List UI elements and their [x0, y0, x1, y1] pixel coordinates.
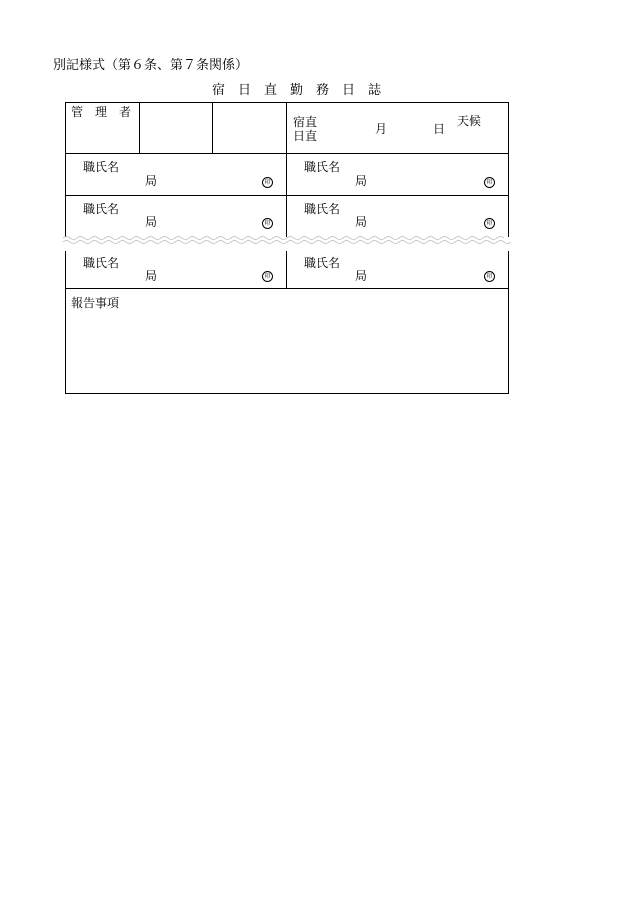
staff-1-left-seal-icon: 印 [262, 177, 273, 188]
manager-signature-box-1[interactable] [140, 103, 211, 152]
staff-2-right-name-label: 職氏名 [304, 202, 341, 216]
report-text-area[interactable] [66, 312, 508, 392]
staff-row-3-bottom [65, 288, 509, 289]
staff-3-right-seal-icon: 印 [484, 271, 495, 282]
report-label: 報告事項 [71, 296, 120, 310]
staff-3-left-bureau-label: 局 [145, 269, 158, 283]
staff-row-1-bottom [65, 195, 509, 196]
header-divider-3 [286, 102, 287, 237]
duty-type-night: 宿直 [293, 115, 318, 129]
staff-1-right-bureau-label: 局 [355, 174, 368, 188]
staff-1-left-name-label: 職氏名 [83, 160, 120, 174]
form-title: 宿日直勤務日誌 [212, 83, 395, 98]
staff-2-left-bureau-label: 局 [145, 215, 158, 229]
day-label: 日 [433, 122, 446, 136]
staff-2-right-seal-icon: 印 [484, 218, 495, 229]
staff-3-left-name-label: 職氏名 [83, 256, 120, 270]
staff-3-left-seal-icon: 印 [262, 271, 273, 282]
manager-label: 管 理 者 [71, 105, 132, 119]
header-row-bottom [65, 153, 509, 154]
month-label: 月 [375, 122, 388, 136]
lower-staff-divider [286, 251, 287, 289]
table-break-wave [63, 234, 511, 246]
staff-1-right-seal-icon: 印 [484, 177, 495, 188]
staff-2-right-bureau-label: 局 [355, 215, 368, 229]
staff-3-right-name-label: 職氏名 [304, 256, 341, 270]
staff-2-left-name-label: 職氏名 [83, 202, 120, 216]
form-heading: 別記様式（第６条、第７条関係） [53, 58, 249, 73]
staff-1-left-bureau-label: 局 [145, 174, 158, 188]
staff-2-left-seal-icon: 印 [262, 218, 273, 229]
manager-signature-box-2[interactable] [213, 103, 285, 152]
staff-1-right-name-label: 職氏名 [304, 160, 341, 174]
duty-type-day: 日直 [293, 129, 318, 143]
weather-label: 天候 [457, 114, 482, 128]
staff-3-right-bureau-label: 局 [355, 269, 368, 283]
